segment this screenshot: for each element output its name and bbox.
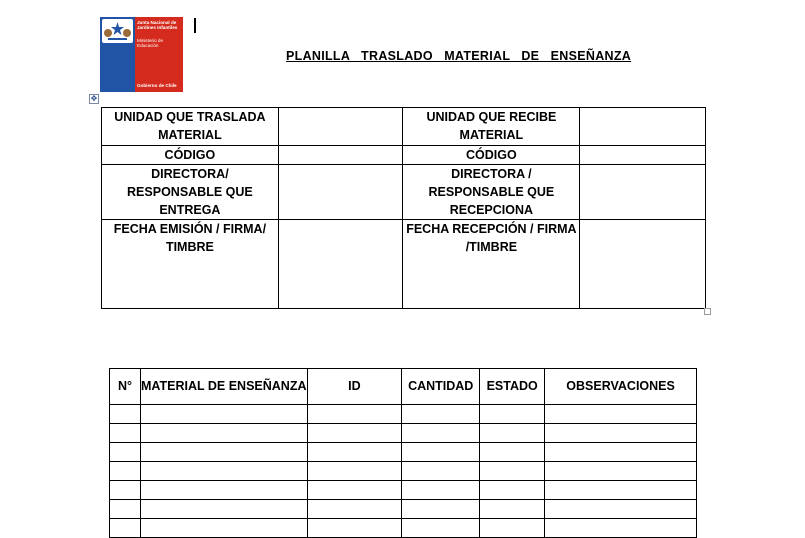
label-receiving-unit: UNIDAD QUE RECIBE MATERIAL xyxy=(403,108,580,146)
crest-icon xyxy=(102,19,133,43)
value-reception-date-signature[interactable] xyxy=(580,220,706,309)
page-title: PLANILLA TRASLADO MATERIAL DE ENSEÑANZA xyxy=(286,49,632,63)
table-row xyxy=(110,519,697,538)
col-material: MATERIAL DE ENSEÑANZA xyxy=(140,369,307,405)
col-status: ESTADO xyxy=(480,369,545,405)
value-receiving-code[interactable] xyxy=(580,146,706,165)
table-row xyxy=(110,481,697,500)
col-id: ID xyxy=(307,369,402,405)
value-sending-code[interactable] xyxy=(278,146,403,165)
header-table xyxy=(101,107,706,309)
value-issue-date-signature[interactable] xyxy=(278,220,403,309)
label-delivering-director: DIRECTORA/ RESPONSABLE QUE ENTREGA xyxy=(102,165,279,220)
label-sending-code: CÓDIGO xyxy=(102,146,279,165)
table-row xyxy=(110,500,697,519)
table-row xyxy=(110,424,697,443)
label-receiving-code: CÓDIGO xyxy=(403,146,580,165)
table-row xyxy=(110,462,697,481)
logo-text-ministry: Ministerio de Educación xyxy=(137,38,164,48)
value-sending-unit[interactable] xyxy=(278,108,403,146)
table-row xyxy=(110,405,697,424)
institution-logo xyxy=(100,17,183,92)
col-observations: OBSERVACIONES xyxy=(545,369,697,405)
text-cursor xyxy=(194,18,196,33)
move-handle-icon[interactable]: ✥ xyxy=(90,94,98,103)
value-delivering-director[interactable] xyxy=(278,165,403,220)
material-table xyxy=(109,368,697,538)
label-sending-unit: UNIDAD QUE TRASLADA MATERIAL xyxy=(102,108,279,146)
label-receiving-director: DIRECTORA / RESPONSABLE QUE RECEPCIONA xyxy=(403,165,580,220)
logo-text-institution: Junta Nacional de Jardines Infantiles xyxy=(137,20,178,30)
label-issue-date-signature: FECHA EMISIÓN / FIRMA/ TIMBRE xyxy=(102,220,279,309)
col-number: N° xyxy=(110,369,141,405)
table-resize-handle[interactable] xyxy=(704,308,711,315)
value-receiving-director[interactable] xyxy=(580,165,706,220)
value-receiving-unit[interactable] xyxy=(580,108,706,146)
table-row xyxy=(110,443,697,462)
label-reception-date-signature: FECHA RECEPCIÓN / FIRMA /TIMBRE xyxy=(403,220,580,309)
logo-text-government: Gobierno de Chile xyxy=(137,83,177,88)
col-quantity: CANTIDAD xyxy=(402,369,480,405)
